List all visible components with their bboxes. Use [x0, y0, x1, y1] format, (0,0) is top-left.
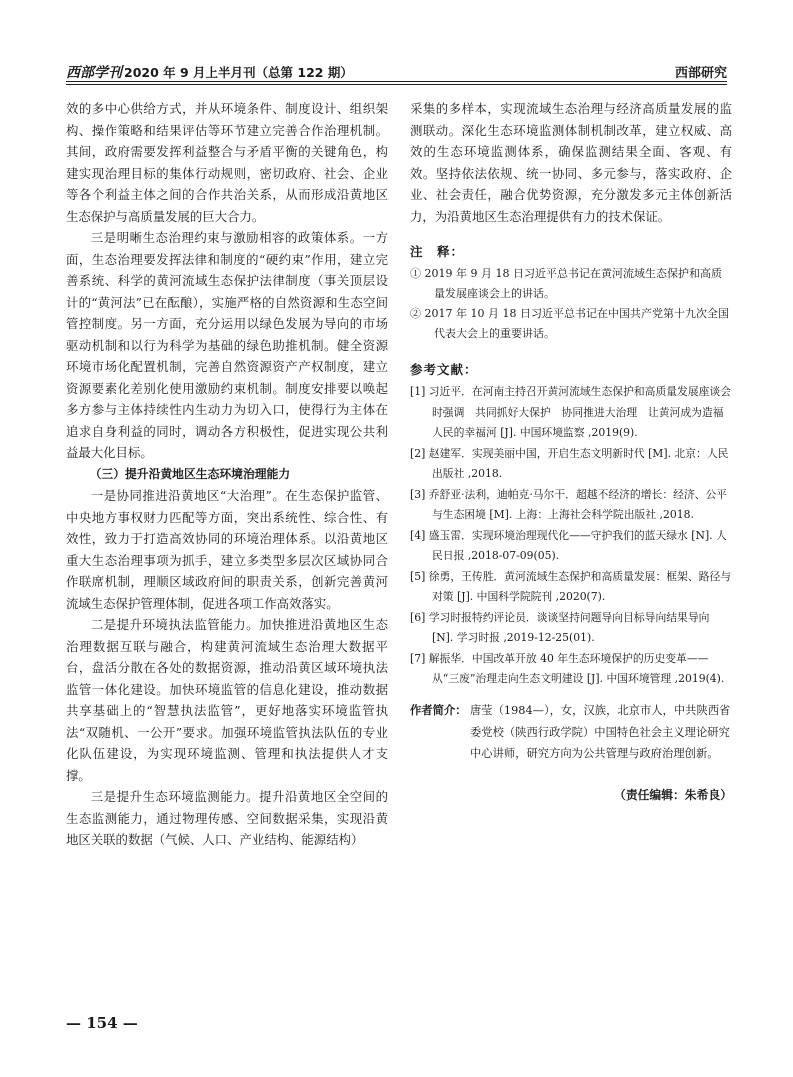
author-bio: [410, 700, 732, 765]
reference-item: [2] 赵建军．实现美丽中国，开启生态文明新时代 [M]. 北京：人民出版社 ,2018.: [410, 446, 729, 480]
notes-title: 注 释：: [410, 244, 465, 259]
author-text: 唐莹（1984—），女，汉族，北京市人，中共陕西省委党校（陕西行政学院）中国特色社会主义理论研究中心讲师，研究方向为公共管理与政府治理创新。: [470, 704, 731, 760]
reference-item: [4] 盛玉雷．实现环境治理现代化——守护我们的蓝天绿水 [N]. 人民日报 ,2018-07-09(05).: [410, 528, 727, 562]
page-number: — 154 —: [66, 1014, 138, 1032]
journal-header: [66, 62, 353, 82]
note-item: ① 2019 年 9 月 18 日习近平总书记在黄河流域生态保护和高质量发展座谈会上的讲话。: [410, 267, 722, 300]
right-column: [410, 98, 732, 227]
reference-item: [5] 徐勇，王传胜．黄河流域生态保护和高质量发展：框架、路径与对策 [J]. 中国科学院院刊 ,2020(7).: [410, 569, 732, 603]
reference-item: [6] 学习时报特约评论员．谈谈坚持问题导向目标导向结果导向 [N]. 学习时报 ,2019-12-25(01).: [410, 610, 710, 644]
reference-item: [7] 解振华．中国改革开放 40 年生态环境保护的历史变革——从“三废”治理走向生态文明建设 [J]. 中国环境管理 ,2019(4).: [410, 651, 725, 685]
header-rule-thin: [66, 84, 727, 85]
paragraph: 采集的多样本，实现流域生态治理与经济高质量发展的监测联动。深化生态环境监测体制机制改革，建立权威、高效的生态环境监测体系，确保监测结果全面、客观、有效。坚持依法依规、统一协同、多元参与，落实政府、企业、社会责任，融合优势资源，充分激发多元主体创新活力，为沿黄地区生态治理提供有力的技术保证。: [410, 101, 732, 224]
author-label: 作者简介：: [410, 704, 467, 717]
paragraph: 效的多中心供给方式，并从环境条件、制度设计、组织架构、操作策略和结果评估等环节建立完善合作治理机制。其间，政府需要发挥利益整合与矛盾平衡的关键角色，构建实现治理目标的集体行动规则，密切政府、社会、企业等各个利益主体之间的合作共治关系，从而形成沿黄地区生态保护与高质量发展的巨大合力。: [66, 101, 388, 224]
section-label: 西部研究: [674, 66, 727, 81]
paragraph: 二是提升环境执法监管能力。加快推进沿黄地区生态治理数据互联与融合，构建黄河流域生态治理大数据平台，盘活分散在各处的数据资源，推动沿黄区域环境执法监管一体化建设。加快环境监管的信息化建设，推动数据共享基础上的“智慧执法监管”，更好地落实环境监管执法“双随机、一公开”要求。加强环境监管执法队伍的专业化队伍建设，为实现环境监测、管理和执法提供人才支撑。: [66, 617, 388, 783]
paragraph: 三是明晰生态治理约束与激励相容的政策体系。一方面，生态治理要发挥法律和制度的“硬约束”作用，建立完善系统、科学的黄河流域生态保护法律制度（事关顶层设计的“黄河法”已在酝酿），实施严格的自然资源和生态空间管控制度。另一方面，充分运用以绿色发展为导向的市场驱动机制和以行为科学为基础的绿色助推机制。健全资源环境市场化配置机制，完善自然资源资产产权制度，建立资源要素化差别化使用激励约束机制。制度安排要以唤起多方参与主体持续性内生动力为切入口，使得行为主体在追求自身利益的同时，调动各方积极性，促进实现公共利益最大化目标。: [66, 230, 388, 460]
note-item: ② 2017 年 10 月 18 日习近平总书记在中国共产党第十九次全国代表大会上的重要讲话。: [410, 307, 729, 340]
responsible-editor: （责任编辑：朱希良）: [614, 788, 732, 802]
references-section: [410, 360, 732, 690]
journal-logo: 西部学刊: [66, 65, 122, 81]
issue-info: 2020 年 9 月上半月刊（总第 122 期）: [124, 65, 353, 80]
subsection-heading: （三）提升沿黄地区生态环境治理能力: [89, 466, 291, 481]
paragraph: 三是提升生态环境监测能力。提升沿黄地区全空间的生态监测能力，通过物理传感、空间数据采集，实现沿黄地区关联的数据（气候、人口、产业结构、能源结构）: [66, 789, 388, 847]
paragraph: 一是协同推进沿黄地区“大治理”。在生态保护监管、中央地方事权财力匹配等方面，突出系统性、综合性、有效性，致力于打造高效协同的环境治理体系。以沿黄地区重大生态治理事项为抓手，建立多类型多层次区域协同合作联席机制，理顺区域政府间的职责关系，创新完善黄河流域生态保护管理体制，促进各项工作高效落实。: [66, 488, 388, 611]
reference-item: [3] 乔舒亚·法利，迪帕克·马尔干．超越不经济的增长：经济、公平与生态困境 [M]. 上海：上海社会科学院出版社 ,2018.: [410, 487, 728, 521]
notes-section: [410, 242, 732, 344]
left-column: [66, 98, 388, 851]
reference-item: [1] 习近平．在河南主持召开黄河流域生态保护和高质量发展座谈会时强调 共同抓好大保护 协同推进大治理 让黄河成为造福人民的幸福河 [J]. 中国环境监察 ,2019(9).: [410, 385, 732, 439]
header-rule: [66, 81, 727, 82]
running-header: [66, 60, 727, 84]
references-title: 参考文献：: [410, 362, 478, 377]
